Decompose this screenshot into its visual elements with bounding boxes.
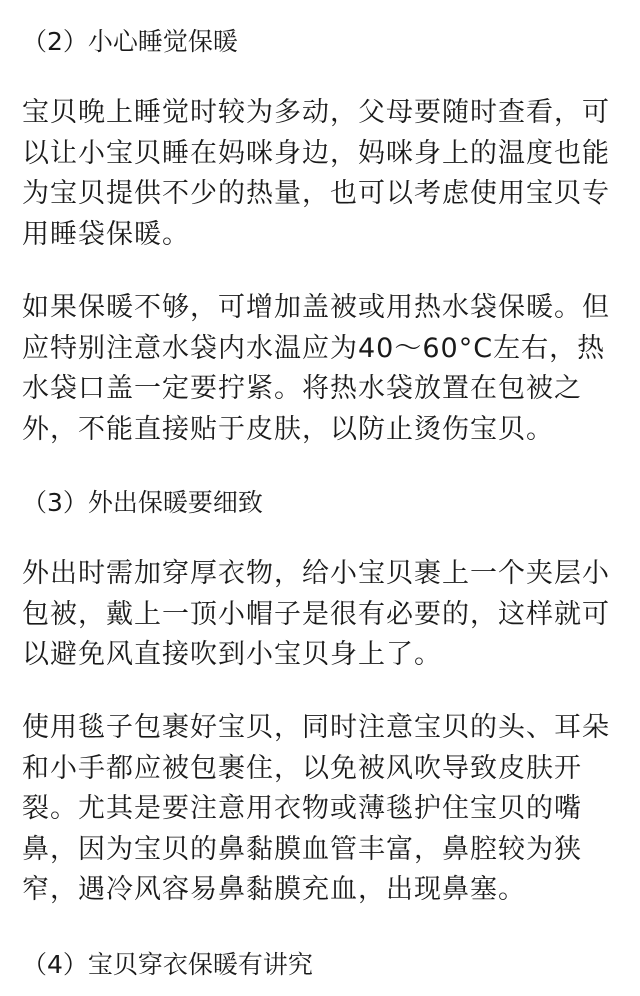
text-line: 应特别注意水袋内水温应为40～60°C左右，热 — [22, 332, 606, 364]
text-line: 包被，戴上一顶小帽子是很有必要的，这样就可 — [22, 598, 610, 630]
paragraph-outing-clothing — [22, 554, 622, 676]
text-line: 以避免风直接吹到小宝贝身上了。 — [22, 639, 442, 670]
text-line: 如果保暖不够，可增加盖被或用热水袋保暖。但 — [22, 292, 610, 323]
paragraph-hot-water-bag — [22, 288, 622, 450]
text-line: 使用毯子包裹好宝贝，同时注意宝贝的头、耳朵 — [22, 712, 610, 743]
paragraph-blanket-wrapping — [22, 708, 622, 911]
text-line: 宝贝晚上睡觉时较为多动，父母要随时查看，可 — [22, 97, 610, 128]
text-line: 水袋口盖一定要拧紧。将热水袋放置在包被之 — [22, 373, 582, 404]
text-line: 和小手都应被包裹住，以免被风吹导致皮肤开 — [22, 752, 582, 784]
text-line: 窄，遇冷风容易鼻黏膜充血，出现鼻塞。 — [22, 874, 526, 905]
section-heading-dressing-warmth: （4）宝贝穿衣保暖有讲究 — [22, 950, 313, 979]
text-line: 为宝贝提供不少的热量，也可以考虑使用宝贝专 — [22, 178, 610, 209]
section-heading-sleep-warmth: （2）小心睡觉保暖 — [22, 27, 238, 56]
text-line: 鼻，因为宝贝的鼻黏膜血管丰富，鼻腔较为狭 — [22, 833, 582, 865]
text-line: 外，不能直接贴于皮肤，以防止烫伤宝贝。 — [22, 413, 554, 445]
text-line: 裂。尤其是要注意用衣物或薄毯护住宝贝的嘴 — [22, 793, 582, 824]
text-line: 以让小宝贝睡在妈咪身边，妈咪身上的温度也能 — [22, 137, 610, 169]
paragraph-sleep-monitoring — [22, 93, 622, 255]
text-line: 外出时需加穿厚衣物，给小宝贝裹上一个夹层小 — [22, 558, 610, 589]
text-line: 用睡袋保暖。 — [22, 218, 190, 250]
section-heading-outing-warmth: （3）外出保暖要细致 — [22, 488, 263, 517]
